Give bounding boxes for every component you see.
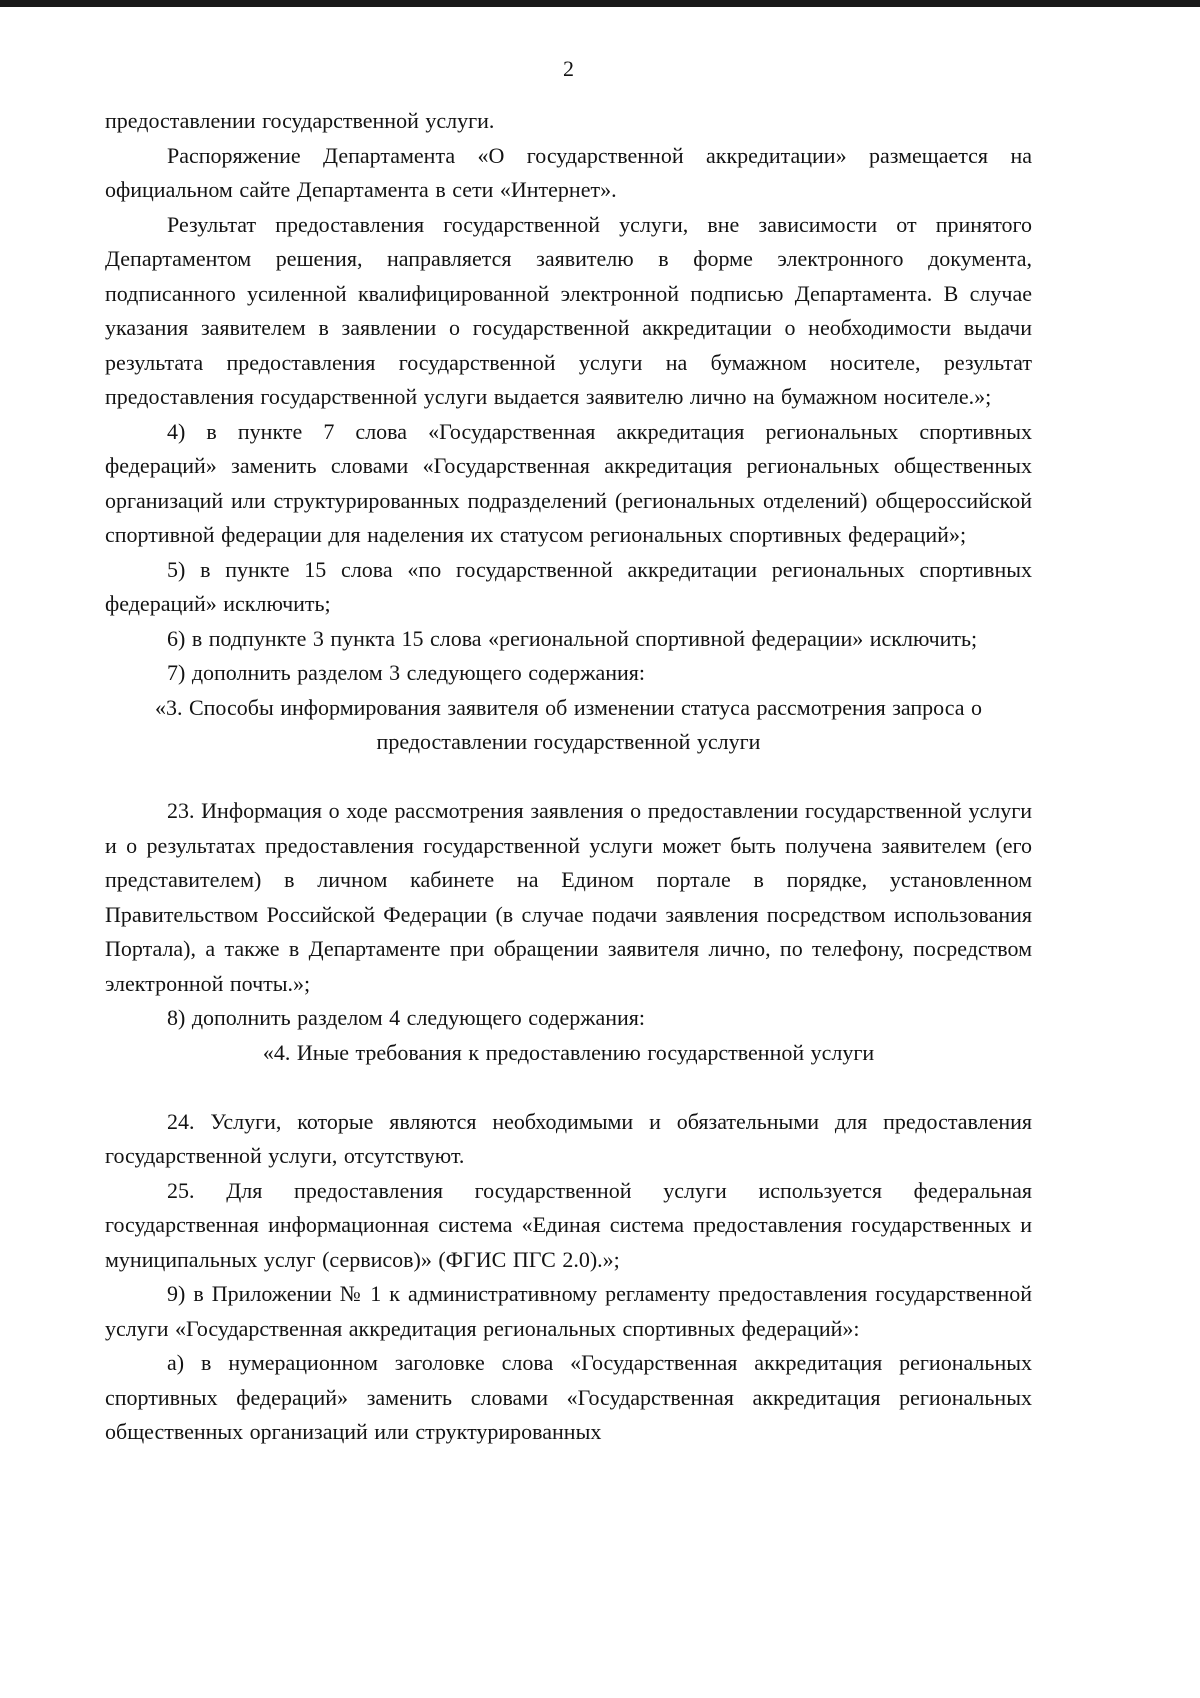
- paragraph-point-25: 25. Для предоставления государственной услуги используется федеральная государственная информационная система «Единая система предоставления государственных и муниципальных услуг (сервисов)» (ФГИС ПГС 2.0).»;: [105, 1177, 1032, 1272]
- section-heading-3: «3. Способы информирования заявителя об изменении статуса рассмотрения запроса о предоставлении государственной услуги: [154, 694, 983, 754]
- scan-artifact-top: [0, 0, 1200, 7]
- paragraph-item-8: 8) дополнить разделом 4 следующего содержания:: [167, 1005, 646, 1030]
- section-heading-4: «4. Иные требования к предоставлению государственной услуги: [262, 1039, 875, 1065]
- paragraph-item-7: 7) дополнить разделом 3 следующего содержания:: [167, 660, 646, 685]
- paragraph-item-4: 4) в пункте 7 слова «Государственная аккредитация региональных спортивных федераций» заменить словами «Государственная аккредитация региональных общественных организаций или структурированных подразделений (региональных отделений) общероссийской спортивной федерации для наделения их статусом региональных спортивных федераций»;: [105, 418, 1032, 547]
- paragraph-point-24: 24. Услуги, которые являются необходимыми и обязательными для предоставления государственной услуги, отсутствуют.: [105, 1108, 1032, 1168]
- paragraph-item-9: 9) в Приложении № 1 к административному регламенту предоставления государственной услуги «Государственная аккредитация региональных спортивных федераций»:: [105, 1281, 1032, 1341]
- document-body: [105, 104, 1032, 1450]
- paragraph-continuation: предоставлении государственной услуги.: [105, 108, 495, 133]
- paragraph-item-a: а) в нумерационном заголовке слова «Государственная аккредитация региональных спортивных федераций» заменить словами «Государственная аккредитация региональных общественных организаций или структурированных: [105, 1350, 1032, 1444]
- paragraph-item-5: 5) в пункте 15 слова «по государственной аккредитации региональных спортивных федераций» исключить;: [105, 556, 1032, 616]
- paragraph-point-23: 23. Информация о ходе рассмотрения заявления о предоставлении государственной услуги и о результатах предоставления государственной услуги может быть получена заявителем (его представителем) в личном кабинете на Едином портале в порядке, установленном Правительством Российской Федерации (в случае подачи заявления посредством использования Портала), а также в Департаменте при обращении заявителя лично, по телефону, посредством электронной почты.»;: [105, 798, 1032, 996]
- page-number: 2: [563, 56, 574, 81]
- paragraph: Распоряжение Департамента «О государственной аккредитации» размещается на официальном сайте Департамента в сети «Интернет».: [105, 142, 1032, 202]
- paragraph: Результат предоставления государственной услуги, вне зависимости от принятого Департаментом решения, направляется заявителю в форме электронного документа, подписанного усиленной квалифицированной электронной подписью Департамента. В случае указания заявителем в заявлении о государственной аккредитации о необходимости выдачи результата предоставления государственной услуги на бумажном носителе, результат предоставления государственной услуги выдается заявителю лично на бумажном носителе.»;: [105, 211, 1032, 409]
- paragraph-item-6: 6) в подпункте 3 пункта 15 слова «региональной спортивной федерации» исключить;: [167, 625, 978, 651]
